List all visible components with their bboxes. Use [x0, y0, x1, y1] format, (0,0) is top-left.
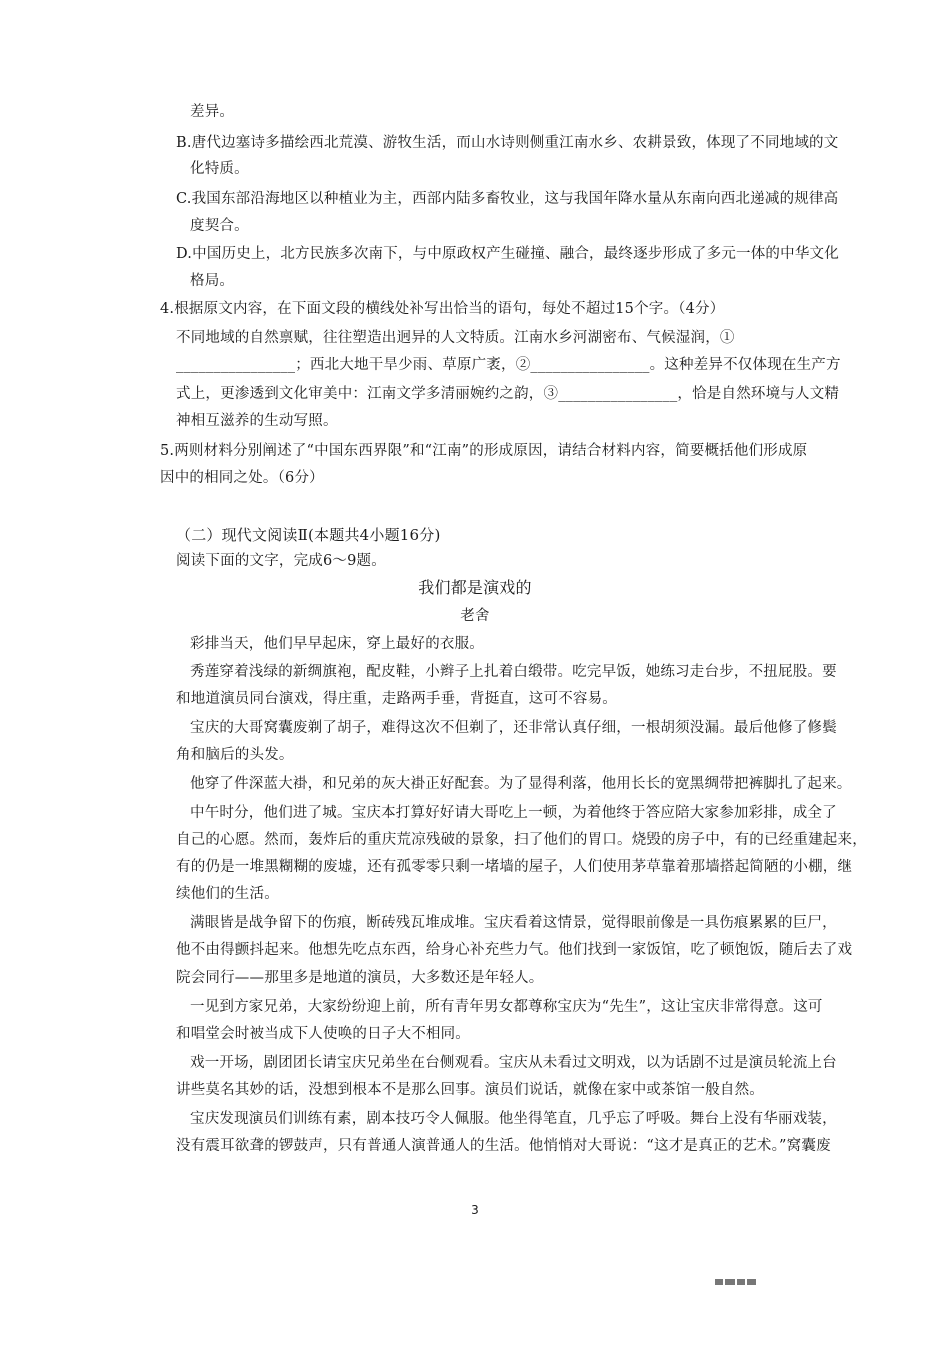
story-line: 没有震耳欲聋的锣鼓声，只有普通人演普通人的生活。他悄悄对大哥说：“这才是真正的艺术。”窝囊废	[176, 1138, 831, 1154]
q3-tail-text: 差异。	[190, 104, 235, 120]
story-line: 和地道演员同台演戏，得庄重，走路两手垂，背挺直，这可不容易。	[176, 691, 617, 707]
page-number: 3	[471, 1203, 479, 1217]
q3-option-b-line2: 化特质。	[190, 161, 249, 177]
q4-passage-line3: 式上，更渗透到文化审美中：江南文学多清丽婉约之韵，③________________，恰是自然环境与人文精	[176, 386, 840, 402]
section-instruction: 阅读下面的文字，完成6～9题。	[176, 553, 386, 569]
q4-passage-line2: ________________；西北大地干旱少雨、草原广袤，②________________。这种差异不仅体现在生产方	[176, 357, 841, 373]
story-line: 讲些莫名其妙的话，没想到根本不是那么回事。演员们说话，就像在家中或茶馆一般自然。	[176, 1082, 764, 1098]
story-line: 满眼皆是战争留下的伤痕，断砖残瓦堆成堆。宝庆看着这情景，觉得眼前像是一具伤痕累累的巨尸，	[190, 915, 837, 931]
q4-passage-line1: 不同地域的自然禀赋，往往塑造出迥异的人文特质。江南水乡河湖密布、气候湿润，①	[176, 330, 735, 346]
story-line: 彩排当天，他们早早起床，穿上最好的衣服。	[190, 636, 484, 652]
story-line: 院会同行——那里多是地道的演员，大多数还是年轻人。	[176, 970, 544, 986]
story-line: 宝庆的大哥窝囊废剃了胡子，难得这次不但剃了，还非常认真仔细，一根胡须没漏。最后他修了修鬓	[190, 720, 837, 736]
q3-option-c-line2: 度契合。	[190, 218, 249, 234]
q3-option-b-line1: B.唐代边塞诗多描绘西北荒漠、游牧生活，而山水诗则侧重江南水乡、农耕景致，体现了不同地域的文	[176, 135, 839, 151]
story-line: 角和脑后的头发。	[176, 747, 294, 763]
story-line: 他不由得颤抖起来。他想先吃点东西，给身心补充些力气。他们找到一家饭馆，吃了顿饱饭，随后去了戏	[176, 942, 853, 958]
story-author: 老舍	[460, 608, 490, 624]
q5-prompt-line2: 因中的相同之处。（6分）	[160, 470, 324, 486]
story-line: 他穿了件深蓝大褂，和兄弟的灰大褂正好配套。为了显得利落，他用长长的宽黑绸带把裤脚扎了起来。	[190, 776, 852, 792]
story-line: 自己的心愿。然而，轰炸后的重庆荒凉残破的景象，扫了他们的胃口。烧毁的房子中，有的已经重建起来，	[176, 832, 867, 848]
story-line: 中午时分，他们进了城。宝庆本打算好好请大哥吃上一顿，为着他终于答应陪大家参加彩排，成全了	[190, 805, 837, 821]
q3-option-d-line1: D.中国历史上，北方民族多次南下，与中原政权产生碰撞、融合，最终逐步形成了多元一体的中华文化	[176, 246, 839, 262]
story-line: 秀莲穿着浅绿的新绸旗袍，配皮鞋，小辫子上扎着白缎带。吃完早饭，她练习走台步，不扭屁股。要	[190, 664, 837, 680]
story-title: 我们都是演戏的	[418, 578, 532, 597]
scan-watermark-icon	[715, 1277, 757, 1287]
story-line: 和唱堂会时被当成下人使唤的日子大不相同。	[176, 1026, 470, 1042]
story-line: 宝庆发现演员们训练有素，剧本技巧令人佩服。他坐得笔直，几乎忘了呼吸。舞台上没有华丽戏装，	[190, 1111, 837, 1127]
q5-prompt-line1: 5.两则材料分别阐述了“中国东西界限”和“江南”的形成原因，请结合材料内容，简要概括他们形成原	[160, 443, 808, 459]
q3-option-c-line1: C.我国东部沿海地区以种植业为主，西部内陆多畜牧业，这与我国年降水量从东南向西北递减的规律高	[176, 191, 839, 207]
story-line: 一见到方家兄弟，大家纷纷迎上前，所有青年男女都尊称宝庆为“先生”，这让宝庆非常得意。这可	[190, 999, 823, 1015]
story-line: 有的仍是一堆黑糊糊的废墟，还有孤零零只剩一堵墙的屋子，人们使用茅草靠着那墙搭起简陋的小棚，继	[176, 859, 853, 875]
q3-option-d-line2: 格局。	[190, 273, 235, 289]
section-heading: （二）现代文阅读Ⅱ(本题共4小题16分)	[176, 526, 441, 544]
story-line: 续他们的生活。	[176, 886, 279, 902]
story-line: 戏一开场，剧团团长请宝庆兄弟坐在台侧观看。宝庆从未看过文明戏，以为话剧不过是演员轮流上台	[190, 1055, 837, 1071]
q4-passage-line4: 神相互滋养的生动写照。	[176, 413, 338, 429]
q4-prompt: 4.根据原文内容，在下面文段的横线处补写出恰当的语句，每处不超过15个字。（4分）	[160, 301, 725, 317]
